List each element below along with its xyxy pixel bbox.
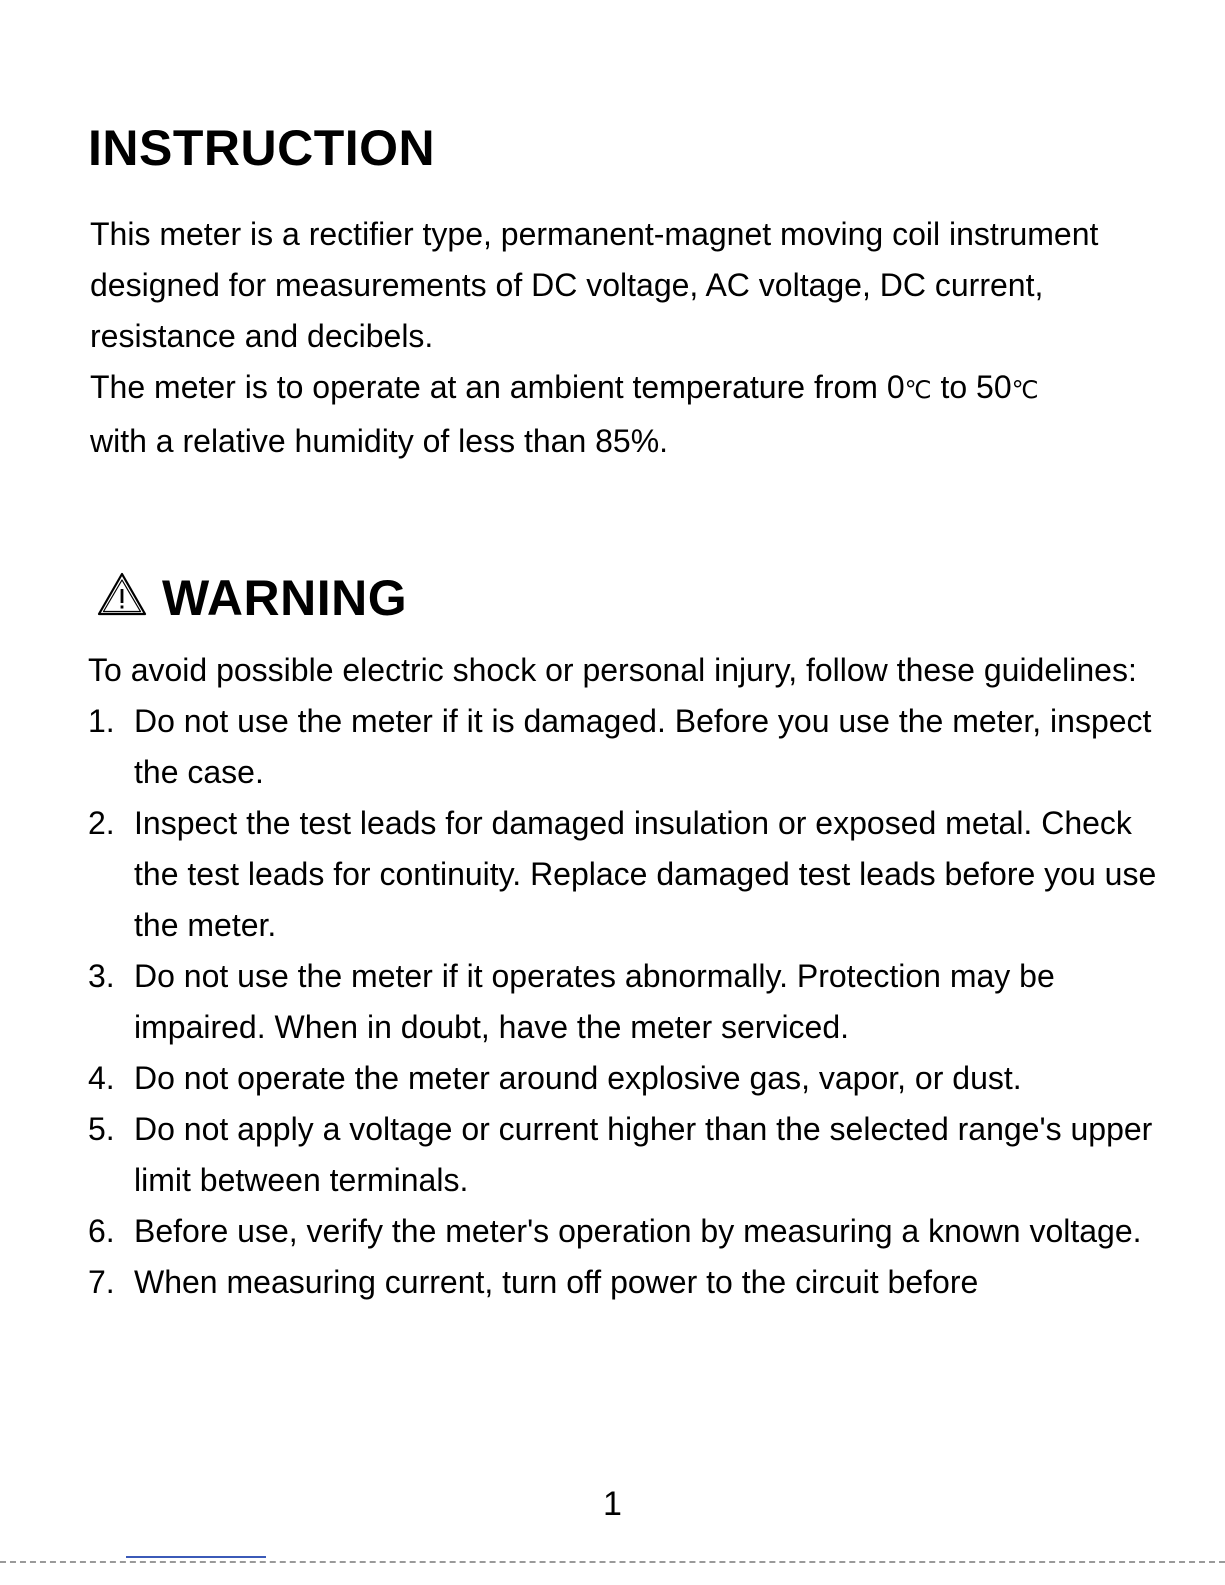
list-item	[88, 1104, 1168, 1206]
list-item	[88, 798, 1168, 951]
list-item-number: 7.	[88, 1264, 115, 1300]
list-item-number: 2.	[88, 805, 115, 841]
warning-triangle-icon	[96, 571, 148, 617]
instruction-body	[90, 209, 1170, 467]
list-item-number: 4.	[88, 1060, 115, 1096]
list-item-text: Inspect the test leads for damaged insulation or exposed metal. Check the test leads for continuity. Replace damaged test leads before you use the meter.	[134, 805, 1157, 943]
list-item-number: 5.	[88, 1111, 115, 1147]
list-item-text: Do not use the meter if it is damaged. Before you use the meter, inspect the case.	[134, 703, 1152, 790]
instruction-paragraph-2	[90, 362, 1170, 467]
list-item	[88, 951, 1168, 1053]
list-item-number: 1.	[88, 703, 115, 739]
instruction-paragraph-1: This meter is a rectifier type, permanent-magnet moving coil instrument designed for measurements of DC voltage, AC voltage, DC current, resistance and decibels.	[90, 216, 1099, 354]
list-item-text: When measuring current, turn off power to the circuit before	[134, 1264, 979, 1300]
warning-heading: WARNING	[162, 570, 408, 626]
warning-body	[88, 645, 1168, 1308]
instruction-heading: INSTRUCTION	[88, 120, 436, 176]
temperature-text-start: The meter is to operate at an ambient temperature from 0	[90, 369, 905, 405]
temperature-text-mid: to 50	[931, 369, 1012, 405]
humidity-text: with a relative humidity of less than 85%.	[90, 423, 669, 459]
list-item	[88, 1206, 1168, 1257]
list-item	[88, 1053, 1168, 1104]
page-bottom-divider	[0, 1561, 1225, 1563]
list-item	[88, 1257, 1168, 1308]
warning-header	[96, 568, 407, 628]
degree-celsius-symbol: ℃	[1011, 377, 1039, 404]
list-item-number: 3.	[88, 958, 115, 994]
list-item-text: Do not use the meter if it operates abnormally. Protection may be impaired. When in doubt, have the meter serviced.	[134, 958, 1055, 1045]
list-item	[88, 696, 1168, 798]
list-item-text: Do not apply a voltage or current higher than the selected range's upper limit between terminals.	[134, 1111, 1153, 1198]
list-item-number: 6.	[88, 1213, 115, 1249]
list-item-text: Do not operate the meter around explosive gas, vapor, or dust.	[134, 1060, 1022, 1096]
guidelines-list	[88, 696, 1168, 1308]
degree-celsius-symbol: ℃	[904, 377, 932, 404]
warning-intro: To avoid possible electric shock or personal injury, follow these guidelines:	[88, 652, 1137, 688]
page-bottom-mark	[126, 1556, 266, 1558]
page-number: 1	[603, 1485, 622, 1523]
list-item-text: Before use, verify the meter's operation by measuring a known voltage.	[134, 1213, 1142, 1249]
